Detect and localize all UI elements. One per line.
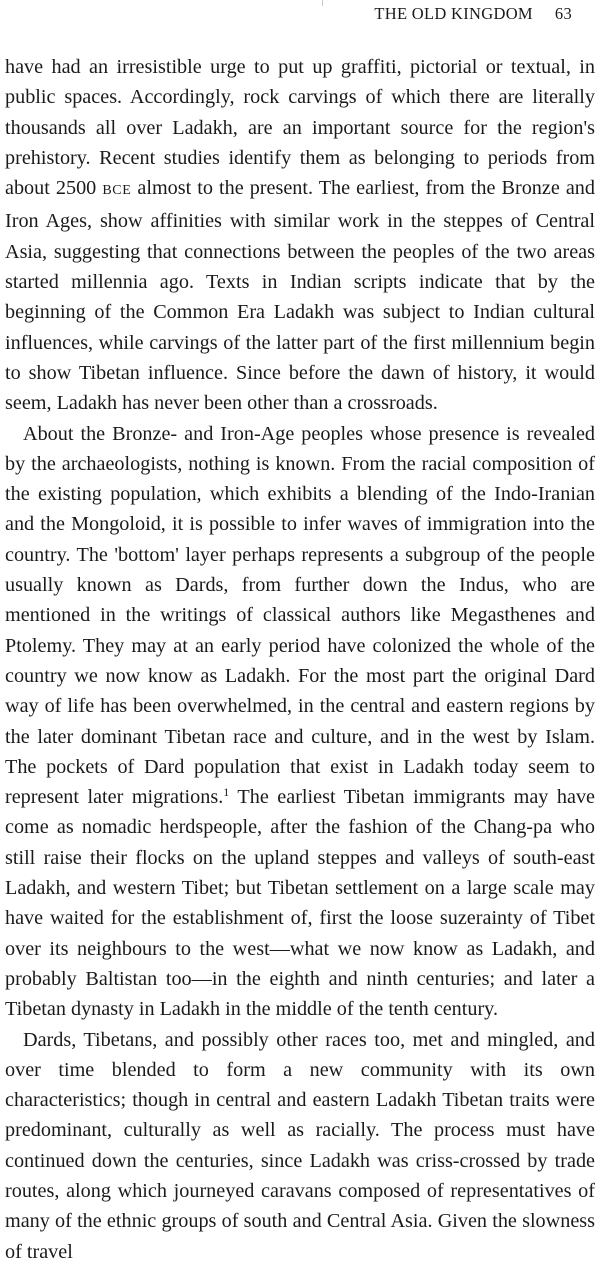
gutter-line: [322, 0, 323, 6]
running-title: THE OLD KINGDOM: [374, 4, 533, 23]
paragraph-1-text-start: have had an irresistible urge to put up graffiti, pictorial or textual, in public spaces. Accordingly, rock carvings of which there are literally thousands all over Ladakh, are an important source for the region's prehistory. Recent studies identify them as belonging to periods from about 2500: [5, 56, 595, 200]
paragraph-2-text-start: About the Bronze- and Iron-Age peoples whose presence is revealed by the archaeologists, nothing is known. From the racial composition of the existing population, which exhibits a blending of the Indo-Iranian and the Mongoloid, it is possible to infer waves of immigration into the country. The 'bottom' layer perhaps represents a subgroup of the people usually known as Dards, from further down the Indus, who are mentioned in the writings of classical authors like Megasthenes and Ptolemy. They may at an early period have colonized the whole of the country we now know as Ladakh. For the most part the original Dard way of life has been overwhelmed, in the central and eastern regions by the later dominant Tibetan race and culture, and in the west by Islam. The pockets of Dard population that exist in Ladakh today seem to represent later migrations.: [5, 422, 595, 809]
paragraph-1: [5, 52, 595, 419]
footnote-reference[interactable]: 1: [223, 785, 230, 800]
paragraph-1-text-end: almost to the present. The earliest, from the Bronze and Iron Ages, show affinities with similar work in the steppes of Central Asia, suggesting that connections between the peoples of the two areas started millennia ago. Texts in Indian scripts indicate that by the beginning of the Common Era Ladakh was subject to Indian cultural influences, while carvings of the latter part of the first millennium begin to show Tibetan influence. Since before the dawn of history, it would seem, Ladakh has never been other than a crossroads.: [5, 177, 595, 415]
paragraph-2: [5, 419, 595, 1025]
paragraph-2-text-end: The earliest Tibetan immigrants may have come as nomadic herdspeople, after the fashion of the Chang-pa who still raise their flocks on the upland steppes and valleys of south-east Ladakh, and western Tibet; but Tibetan settlement on a large scale may have waited for the establishment of, first the loose suzerainty of Tibet over its neighbours to the west—what we now know as Ladakh, and probably Baltistan too—in the eighth and ninth centuries; and later a Tibetan dynasty in Ladakh in the middle of the tenth century.: [5, 786, 595, 1021]
paragraph-3-text: Dards, Tibetans, and possibly other races too, met and mingled, and over time blended to form a new community with its own characteristics; though in central and eastern Ladakh Tibetan traits were predominant, culturally as well as racially. The process must have continued down the centuries, since Ladakh was criss-crossed by trade routes, along which journeyed caravans composed of representatives of many of the ethnic groups of south and Central Asia. Given the slowness of travel: [5, 1028, 595, 1263]
page-number: 63: [554, 4, 572, 23]
paragraph-3: [5, 1025, 595, 1267]
body-text: [5, 52, 595, 1267]
era-abbreviation: BCE: [102, 183, 132, 199]
running-head: [374, 4, 572, 24]
